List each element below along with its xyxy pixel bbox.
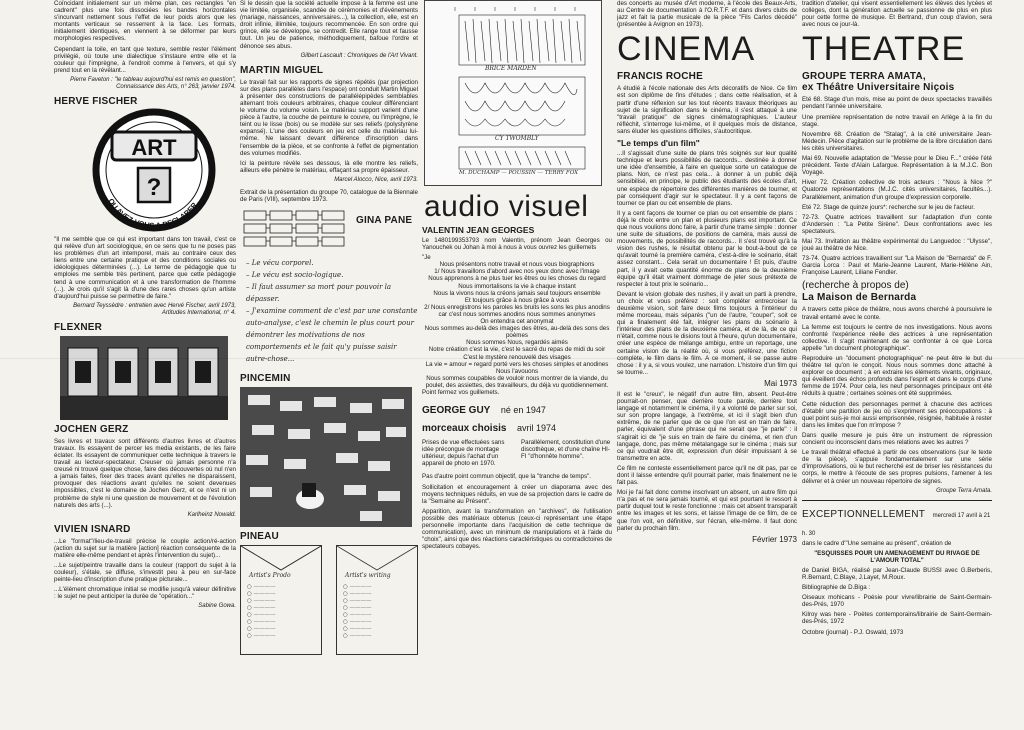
drawing-caption-duchamp: M. DUCHAMP — POUSSIN — TERRY FOX bbox=[459, 170, 579, 176]
biblio-item: Octobre (journal) - P.J. Oswald, 1973 bbox=[802, 628, 904, 636]
column-4 bbox=[617, 0, 797, 730]
poem-line: Nous apprenons à ne plus tuer les êtres ou les choses du regard bbox=[428, 275, 606, 283]
paper-fold-line bbox=[0, 358, 1024, 359]
pineau-title: PINEAU bbox=[240, 531, 279, 543]
flexner-photo bbox=[60, 336, 228, 420]
george-guy-date: avril 1974 bbox=[516, 423, 556, 434]
gina-pane-line-3: – Il faut assumer sa mort pour pouvoir la dépasser. bbox=[246, 283, 392, 304]
martin-miguel-text: Le travail fait sur les rapports de signes répétés (par projection sur des plans parallèles dans l'espace) ont conduit Martin Miguel à présenter des constructions de parallélépipèdes semblables alternant trois couleurs arbitraires, chaque couleur différenciant le volume du volume voisin. Le matériau support varient d'une pièce à l'autre, la couche de peinture le couvre, ou l'imprègne, le teint ou le lisse (bois) ou se modèle sur ses reliefs (polystyrène expansé). L'une des couleurs en jeu est celle du matériau lui-même. Ne laissant devant différence d'inscription dans l'ensemble de la pièce, et se confronte à l'effet de pigmentation des volumes modifiés. bbox=[240, 78, 418, 157]
george-guy-right: Parallèlement, constitution d'une discothèque, et d'une chaîne HI-FI "d'honnête homme". bbox=[521, 439, 611, 461]
martin-miguel-title: MARTIN MIGUEL bbox=[240, 64, 324, 76]
poem-line: Nous sommes coupables de vouloir nous montrer de la viande, du poulet, des assiettes, des travailleurs, du déjà vu quotidiennement. bbox=[425, 374, 609, 389]
valentin-intro: Le 1480199353793 nom Valentin, prénom Jean Georges ou Yanouchek ou Johan à moi à nous à vous ouvrez les guillemets bbox=[422, 237, 612, 252]
gina-pane-line-4: – J'examine comment de c'est par une constante auto-analyse, c'est le chemin le plus court pour démontrer les motivations de nos comportements et le fait qu'y puisse saisir autre-chose... bbox=[246, 307, 418, 364]
francis-roche-title: FRANCIS ROCHE bbox=[617, 71, 703, 83]
george-guy-text: Pas d'autre point commun objectif, que la "tranche de temps". bbox=[422, 473, 591, 481]
herve-fischer-citation: Bernard Teyssèdre : entretien avec Hervé Fischer, avril 1973, Artitudes International, n° 4. bbox=[73, 302, 236, 316]
martin-miguel-extract: Extrait de la présentation du groupe 70, catalogue de la Biennale de Paris (VIII), septembre 1973. bbox=[240, 188, 418, 203]
terra-item: Mai 69. Nouvelle adaptation de "Messe pour le Dieu F..." créée l'été précédent. Texte d'Alain Lafargue. Représentation à la M.J.C. Bon Voyage. bbox=[802, 155, 992, 177]
poem-line: 1/ Nous travaillons d'abord avec nos yeux donc avec l'image bbox=[434, 268, 600, 276]
bernarda-text-2: La femme est toujours le centre de nos investigations. Nous avons confronté l'expérience réelle des actrices à une représentation collective. Il s'agit maintenant de se confronter à ce que Lorca appelle "un document photographique". bbox=[802, 323, 992, 352]
poem-line: C'est le mystère renouvelé des visages bbox=[463, 353, 571, 361]
martin-miguel-citation: Marcel Alocco, Nice, avril 1973. bbox=[334, 176, 418, 183]
terra-item: Hiver 72. Création collective de trois acteurs : "Nous à Nice ?" Quatorze représentations (M.J.C. cités universitaires, facultés...). Parallèlement, animation d'un groupe d'expression corporelle. bbox=[802, 179, 992, 201]
bernarda-text-4: Cette réduction des personnages permet à chacune des actrices d'établir une partition de jeu où s'expriment ses préoccupations : à quel point suis-je moi aussi emprisonnée, résignée, habituée à rester dans les limites que l'on m'impose ? bbox=[802, 400, 992, 429]
intro-text: Coïncidant initialement sur un même plan, ces rectangles "en cadrent" plus une fois dissociées les bandes horizontales s'incurvant nettement sous l'effet de leur poids alors que les montants verticaux se resserrent à la face. Les formats, initialement identiques, en viennent à se déformer par leurs morphologies respectives. bbox=[54, 0, 236, 43]
poem-line: On entendra cet anonymat bbox=[480, 318, 554, 326]
pineau-drawings bbox=[240, 545, 418, 655]
column-3 bbox=[422, 0, 612, 730]
poem-line: La vie = amour = regard porté vers les choses simples et anodines bbox=[425, 360, 609, 368]
martin-miguel-text-2: Ici la peinture révèle ses dessous, là elle montre les reliefs, ailleurs elle pénètre le matériau, effaçant sa propre épaisseur. bbox=[240, 159, 418, 174]
terra-item: Une première représentation de notre travail en Arlège à la fin du stage. bbox=[802, 113, 992, 128]
top-text: des concerts au musée d'Art moderne, à l'école des Beaux-Arts, au Centre de documentation à l'O.R.T.F. et dans divers clubs de jazz et fait la partie musicale de la pièce "Fils Carlos décédé" (présentée à Avignon en 1973). bbox=[617, 0, 797, 29]
exceptionnellement-text: dans le cadre d'"Une semaine au présent", création de bbox=[802, 539, 952, 547]
bernarda-text-3: Reproduire un "document photographique" ne peut être le but du théâtre tel qu'on le conçoit. Nous nous sommes donc attaché à explorer ce document ; à en extraire les éléments vivants, originaux, qui éveillent des échos profonds dans l'esprit et dans le corps d'une femme de 1974. Pour cela, les neuf personnages principaux ont été réduits à quatre ; certaines scènes ont été supprimées. bbox=[802, 355, 992, 398]
pineau-left-list: ○ ———— ○ ———— ○ ———— ○ ———— ○ ———— ○ ———— ○ ———— ○ ———— bbox=[247, 584, 276, 640]
pincemin-photo bbox=[240, 387, 412, 527]
george-guy-subtitle: morceaux choisis bbox=[422, 423, 507, 435]
theatre-title: THEATRE bbox=[802, 30, 966, 69]
drawing-caption-twombly: CY TWOMBLY bbox=[495, 135, 539, 142]
top-text: tradition d'atelier, qui visent essentiellement les élèves des lycées et collèges, dont la génération actuelle se passionne de plus en plus pour cette forme de musique. Et Bertrand, d'un coup d'avion, sera avec nous ce jour-là. bbox=[802, 0, 992, 29]
bernarda-citation: Groupe Terra Amata. bbox=[936, 487, 992, 494]
exceptionnellement-title: EXCEPTIONNELLEMENT bbox=[802, 508, 926, 520]
vivien-isnard-text-3: ...L'élément chromatique initial se modifie jusqu'à valeur définitive : le sujet ne peut anticiper la durée de "opération..." bbox=[54, 586, 236, 601]
faveton-citation: Pierre Faveton : "le tableau aujourd'hui est remis en question", Connaissance des Arts, n° 263, janvier 1974. bbox=[70, 76, 236, 90]
sketchbook-drawing bbox=[424, 0, 602, 186]
poem-line: Nous sommes Nous, regardés aimés bbox=[466, 339, 568, 347]
francis-roche-text-3: Il y a cent façons de tourner ce plan ou cet ensemble de plans : déjà le choix entre un plan et plusieurs plans est important. Ce que nous voulions donc faire, à partir d'une trame simple : donner une suite de situations, de positions de caméra, mais aussi de mouvements, de possibilités de raccords... Il s'est trouvé qu'à la vision des rushes, le résultat obtenu par le bout-à-bout de ce qu'avait tourné la première caméra, c'est-à-dire le scénario, était assez constant... Cela serait un documentaire ! Et puis, d'autre part, il y avait cette quantité énorme de plans de la deuxième équipe qu'il était vraiment dommage de jeter sous prétexte de respecter à tout prix le scénario... bbox=[617, 209, 797, 288]
poem-line: Et toujours grâce à nous grâce à vous bbox=[464, 296, 570, 304]
poem-line: "Je bbox=[422, 254, 431, 262]
vivien-isnard-text: ...Le "format"/lieu-de-travail précise le couple action/ré-action (action du sujet sur la matière [action] réaction conséquente de la matière elle-même pendant et après l'intervention du sujet)... bbox=[54, 537, 236, 559]
george-guy-left: Prises de vue effectuées sans idée précongue de montage ultérieur, depuis l'achat d'un appareil de photo en 1970. bbox=[422, 439, 505, 468]
exceptionnellement-box bbox=[802, 500, 992, 636]
pineau-right-label: Artist's writing bbox=[345, 572, 391, 580]
terra-amata-subtitle: ex Théâtre Universitaire Niçois bbox=[802, 82, 955, 94]
lascault-citation: Gilbert Lascault : Chroniques de l'Art Vivant. bbox=[300, 52, 418, 59]
george-guy-text-2: Sollicitation et encouragement à créer un diaporama avec des moyens techniques réduits, en vue de sa projection dans le cadre de la "Semaine au Présent". bbox=[422, 483, 612, 505]
gina-pane-header bbox=[240, 207, 418, 251]
francis-roche-text: A étudié à l'école nationale des Arts décoratifs de Nice. Ce film est son diplôme de fins d'études ; dans cette réalisation, et à partir d'une réflexion sur les tout récents travaux théoriques au sujet de la signification dans le cinéma, il s'est attaqué à une "travail pratique" de signes cinématographiques. L'auteur réfléchit, s'interroge lui-même, et il quelques mois de distance, sans éluder les questions difficiles, s'autocritique. bbox=[617, 85, 797, 135]
column-2 bbox=[240, 0, 418, 730]
intro-text-2: Cependant la toile, en tant que texture, semble rester l'élément privilégié, où toute une dialectique s'instaure entre elle et la couleur qui l'imprègne, à l'endroit comme à l'envers, et qui s'y prend tout en la révélant... bbox=[54, 45, 236, 74]
drawing-caption-marden: BRICE MARDEN bbox=[485, 65, 537, 72]
stamp-ring-text: OU AVEZ-VOUS A DECLARER bbox=[106, 196, 199, 230]
francis-roche-text-7: Moi je l'ai fait donc comme inscrivant un absent, un autre film qui n'a pas et ne sera jamais tourné, et qui est pourtant le ressort à partir duquel tout le reste fonctionne : mais cet absent transparaît entre les images et les sons, et laisse l'image de ce film, de ce que l'on voit, en définitive, sur l'écran, elle-même. Il faut donc parler du prochain film. bbox=[617, 489, 797, 532]
terra-item: Novembre 68. Création de "Stalag", à la cité universitaire Jean-Médecin. Pièce d'agitation sur le problème de la libre circulation dans les cités universitaires. bbox=[802, 130, 992, 152]
jochen-gerz-citation: Karlheinz Nowald. bbox=[187, 511, 236, 518]
terra-item: 72-73. Quatre actrices travaillent sur l'adaptation d'un conte d'Andersen : "La Petite Sirène". Deux confrontations avec les spectateurs. bbox=[802, 213, 992, 235]
herve-fischer-text: "Il me semble que ce qui est important dans ton travail, c'est ce qui relève d'un art sociologique, en ce sens que tu ne poses pas les problèmes d'un art intemporel, mais au contraire ceux des liens entre une certaine pratique et des conditions sociales ou idéologiques déterminées (...). Le terme de pédagogie que tu emploies me semble très pertinent, parce que cette pédagogie tend à une communication et à une transformation de l'homme (...). Je crois qu'il s'agit là d'une des rares choses qu'un artiste d'aujourd'hui puisse se permettre de faire." bbox=[54, 235, 236, 300]
bernarda-intro: (recherche à propos de) bbox=[802, 280, 909, 292]
bernarda-text-6: Le travail théâtral effectué à partir de ces observations (sur le texte de la pièce), s'appuie fondamentalement sur une série d'improvisations, où le but recherché est de briser les résistances du corps, le mettre à l'écoute de ses propres pulsions, l'amener à les délivrer et à créer un nouveau répertoire de signes. bbox=[802, 449, 992, 485]
george-guy-subheader bbox=[422, 418, 612, 436]
terra-amata-title: GROUPE TERRA AMATA, bbox=[802, 71, 926, 83]
george-guy-text-3: Apparition, avant la transformation en "archives", de l'utilisation possible des matériaux obtenus (ceux-ci représentant une étape personnelle importante dans l'acquisition de cette technique de communication), avec un minimum de manipulations et à l'aide du "choix", ainsi que des réactions caractéristiques ou contradictoires de spectateurs cobayes. bbox=[422, 507, 612, 551]
column-1 bbox=[54, 0, 236, 730]
george-guy-header bbox=[422, 400, 612, 418]
francis-roche-date: Mai 1973 bbox=[764, 378, 797, 388]
poem-line: Nous immortalisons la vie à chaque instant bbox=[458, 282, 576, 290]
bernarda-text-5: Dans quelle mesure je puis être un instrument de répression concient ou inconscient dans mes relations avec les autres ? bbox=[802, 431, 992, 447]
george-guy-born: né en 1947 bbox=[500, 405, 546, 416]
pineau-right-list: ○ ———— ○ ———— ○ ———— ○ ———— ○ ———— ○ ———— ○ ———— ○ ———— bbox=[343, 584, 372, 640]
poem-line: Nous l'avouons bbox=[495, 367, 539, 375]
vivien-isnard-title: VIVIEN ISNARD bbox=[54, 523, 131, 535]
poem-line: Nous sommes au-delà des images des êtres, au-delà des sons des poèmes bbox=[424, 325, 610, 340]
francis-roche-text-4: Devant le vision globale des rushes, il y avait un parti à prendre, un choix et vous préférez : soit compléter entrecroiser la deuxième vision, soit faire deux films toujours à l'intérieur du même morceau, mais séparés ("un de l'autre, "couper", soit ce qui a finalement été fait, intégrer les plans du scénario à l'intérieur des plans de la deuxième caméra, et de là, de ce qui n'était, comme nous le disions tout à l'heure, qu'un documentaire, créer une espèce de mélange ambigu, entre un reportage, une certaine vision de la réalité où, si vous préférez, une fiction complète, le film dans le film. A ce moment, il se passe autre chose : il y a, si vous voulez, une narration. L'histoire d'un film qui se tourne... bbox=[617, 290, 797, 376]
gina-pane-handwriting bbox=[246, 257, 418, 365]
pincemin-title: PINCEMIN bbox=[240, 373, 291, 385]
gina-pane-diagram bbox=[240, 207, 350, 251]
francis-roche-text-5: Il est le "creux", le négatif d'un autre film, absent. Peut-être pourrait-on penser, que derrière toute parole, derrière tout langage et notamment le cinéma, il y a volonté de parler sur soi, sur son propre langage, à l'extrême, et ici il s'agit bien d'un extrême, de ne parler que de ce que l'on est en train de faire, parler, équivalent d'une phrase qui ne serait que "je parle" : il s'agirait ici de "je suis en train de faire du cinéma, et rien d'un langage, donc, pas même métalangage sur le cinéma ; mais sur ce qui voudrait être dit, expression d'un désir impuissant à se transmettre en acte. bbox=[617, 390, 797, 462]
pineau-left-label: Artist's Prodo bbox=[249, 572, 291, 580]
bernarda-text: A travers cette pièce de théâtre, nous avons cherché à poursuivre le travail entamé avec le conte. bbox=[802, 306, 992, 321]
poem-line: 2/ Nous enregistrons les paroles les bruits les sons les plus anodins car c'est nous sommes anodins nous sommes anonymes bbox=[424, 303, 610, 318]
pineau-left-drawing bbox=[240, 545, 322, 655]
poem-line: Notre création c'est la vie, c'est le sacré du repas de midi du soir bbox=[428, 346, 606, 354]
gina-pane-line-1: – Le vécu corporel. bbox=[246, 259, 314, 268]
gina-pane-line-2: – Le vécu est socio-logique. bbox=[246, 271, 344, 280]
herve-fischer-title: HERVE FISCHER bbox=[54, 95, 138, 107]
cinema-title: CINEMA bbox=[617, 30, 756, 69]
pineau-right-drawing bbox=[336, 545, 418, 655]
flexner-title: FLEXNER bbox=[54, 321, 103, 333]
jochen-gerz-text: Ses livres et travaux sont différents d'autres livres et d'autres travaux. Ils essayent de percer les media existants, de les faire éclater. Ils essayent de communiquer cette technique à travers le travail au lecteur-spectateur. Creuser où jamais personne n'a creusé ni trouvé quelque chose, faire des découvertes où nul n'en a jamais faites, fixer des traces avant qu'elles ne disparaissent, provoquer des réactions avant qu'elles ne soient devenues impossibles, c'est le domaine de Jochen Gerz, et ce n'est ni un problème de style ni une question de mouvement et de l'évolution naturels des arts (...). bbox=[54, 437, 236, 509]
vivien-isnard-citation: Sabine Gowa. bbox=[198, 603, 236, 610]
valentin-jean-georges-title: VALENTIN JEAN GEORGES bbox=[422, 225, 535, 235]
biblio-item: Kilroy was here - Poètes contemporains/librairie de Saint-Germain-des-Prés, 1972 bbox=[802, 611, 992, 626]
film-title: "Le temps d'un film" bbox=[617, 138, 700, 149]
art-stamp-image bbox=[54, 106, 236, 234]
lascault-text: Si le dessin que la société actuelle impose à la femme est une vie limitée, organisée, scandée de cérémonies et d'événements (mariage, naissances, anniversaires...), la collection, elle, est en droit infinie, illimitée, toujours recommencée. En son ordre qui grince, elle se développe, se contredit. Elle range tout et fausse tout. Un jeu de patience, méthodiquement, bafoue l'ordre et dénonce ses abus. bbox=[240, 0, 418, 50]
exceptionnellement-header bbox=[802, 504, 992, 540]
terra-item: Eté 72. Stage de quinze jours*: recherche sur le jeu de l'acteur. bbox=[802, 203, 975, 211]
vivien-isnard-text-2: ...Le sujet/peintre travaille dans la couleur (rapport du sujet à la couleur), s'étale, se diffuse, s'investit peu à peu en sur-face peinte-lieu d'inscription d'une pratique picturale... bbox=[54, 562, 236, 584]
terra-item: Eté 68. Stage d'un mois, mise au point de deux spectacles travaillés pendant l'année universitaire. bbox=[802, 96, 992, 111]
biblio-title: Bibliographie de D.Biga : bbox=[802, 584, 871, 592]
exceptionnellement-credits: de Daniel BIGA, réalisé par Jean-Claude BUSSI avec G.Berberis, R.Bernard, C.Blaye, J.Layet, M.Roux. bbox=[802, 566, 992, 581]
poem-line: Nous présentons notre travail et nous vous biographions bbox=[439, 261, 595, 269]
column-5 bbox=[802, 0, 992, 730]
poem-line: Nous la vivons nous la créons jamais seul toujours ensemble bbox=[433, 289, 601, 297]
exceptionnellement-show: "ESQUISSES POUR UN AMENAGEMENT DU RIVAGE DE L'AMOUR TOTAL" bbox=[814, 549, 980, 564]
terra-item: Mai 73. Invitation au théâtre expérimental du Languedoc : "Ulysse", joué au théâtre de Nice. bbox=[802, 237, 992, 253]
jochen-gerz-title: JOCHEN GERZ bbox=[54, 423, 129, 435]
audio-visuel-title: audio visuel bbox=[424, 190, 589, 223]
terra-item: 73-74. Quatre actrices travaillent sur "La Maison de "Bernarda" de F. Garcia Lorca : Paul et Marie-Jeanne Laurent, Marie-Hélène Ain, Françoise Laurent, Liliane Fendler. bbox=[802, 255, 992, 277]
francis-roche-text-6: Ce film ne conteste essentiellement parce qu'il ne dit pas, par ce dont il laisse entendre qu'il pourrait parler, mais finalement ne le fait pas. bbox=[617, 464, 797, 487]
exceptionnellement-when: mercredi 17 avril à 21 h. 30 bbox=[802, 512, 991, 537]
biblio-item: Oiseaux mohicans - Poésie pour vivre/librairie de Saint-Germain-des-Prés, 1970 bbox=[802, 594, 992, 609]
poem-line: Point fermez vos guillemets. bbox=[422, 388, 500, 396]
bernarda-title: La Maison de Bernarda bbox=[802, 292, 917, 304]
francis-roche-text-2: ...Il s'agissait d'une suite de plans très soignés sur leur qualité technique et leurs possibilités de raccords... destinée à donner une idée d'ensemble, à faire en quelque sorte un catalogue de plans. Non, ce n'est pas cela... à donner à un public déjà sensibilisé, en principe, le public des étudiants des écoles d'art, une espèce de répertoire des différentes manières de tourner, et par conséquent d'agir sur le spectateur. Il y a cent façons de tourner ce plan ou cet ensemble de plans. bbox=[617, 150, 797, 207]
valentin-poem bbox=[422, 254, 612, 396]
stamp-art-text: ART bbox=[131, 134, 177, 160]
stamp-question-text: ? bbox=[146, 173, 162, 201]
gina-pane-title: GINA PANE bbox=[356, 215, 413, 227]
francis-roche-date-2: Février 1973 bbox=[752, 534, 797, 544]
george-guy-title: GEORGE GUY bbox=[422, 405, 491, 417]
george-guy-two-col bbox=[422, 439, 612, 470]
